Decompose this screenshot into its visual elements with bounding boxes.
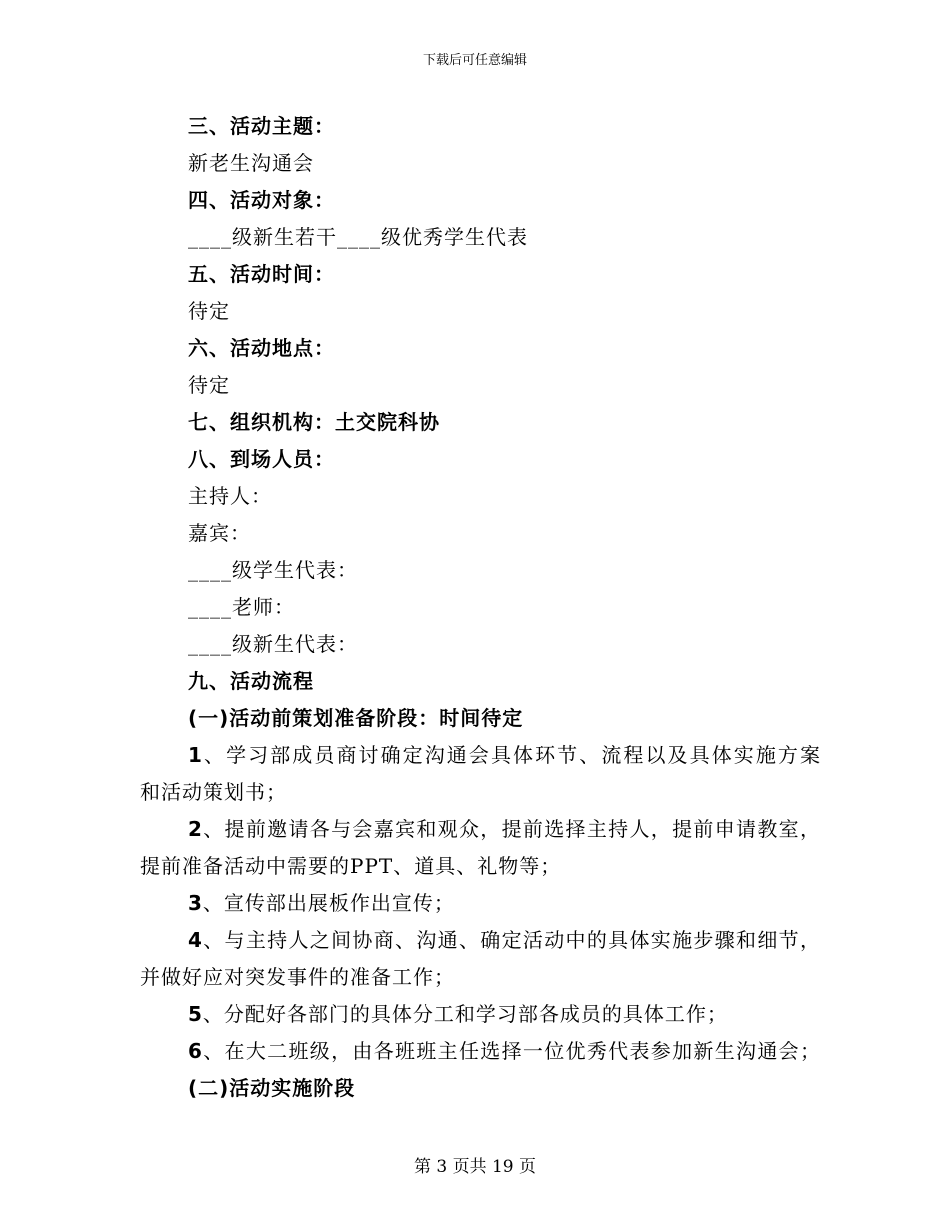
step-text: 、与主持人之间协商、沟通、确定活动中的具体实施步骤和细节， (201, 928, 820, 952)
step-number: 2 (188, 817, 202, 841)
organizer-heading: 七、组织机构：土交院科协 (188, 410, 440, 434)
staff-heading: 八、到场人员： (188, 447, 335, 471)
flow-heading: 九、活动流程 (188, 669, 314, 693)
prep-stage-heading: (一)活动前策划准备阶段：时间待定 (188, 706, 524, 730)
page-footer: 第 3 页共 19 页 (413, 1157, 537, 1177)
step-number: 4 (188, 928, 202, 952)
step-2-line-2: 提前准备活动中需要的PPT、道具、礼物等； (140, 854, 562, 878)
time-heading: 五、活动时间： (188, 262, 335, 286)
impl-stage-heading: (二)活动实施阶段 (188, 1076, 356, 1100)
step-number: 3 (188, 891, 203, 915)
staff-freshman-rep: ____级新生代表： (188, 632, 358, 656)
step-text: 、提前邀请各与会嘉宾和观众，提前选择主持人，提前申请教室， (201, 817, 820, 841)
step-3-line-1 (140, 885, 820, 922)
step-text: 、学习部成员商讨确定沟通会具体环节、流程以及具体实施方案 (201, 743, 820, 767)
step-number: 6 (188, 1039, 202, 1063)
step-6-line-1 (140, 1033, 820, 1070)
step-4-line-1 (140, 922, 820, 959)
page-header: 下载后可任意编辑 (422, 53, 527, 68)
step-text: 、在大二班级，由各班班主任选择一位优秀代表参加新生沟通会； (201, 1039, 820, 1063)
step-5-line-1 (140, 996, 820, 1033)
theme-heading: 三、活动主题： (188, 114, 335, 138)
place-heading: 六、活动地点： (188, 336, 335, 360)
target-value: ____级新生若干____级优秀学生代表 (188, 225, 528, 249)
staff-student-rep: ____级学生代表： (188, 558, 358, 582)
step-text: 、分配好各部门的具体分工和学习部各成员的具体工作； (202, 1002, 728, 1026)
document-body (140, 108, 820, 1107)
step-2-line-1 (140, 811, 820, 848)
theme-value: 新老生沟通会 (188, 151, 314, 175)
staff-teacher: ____老师： (188, 595, 295, 619)
step-4-line-2: 并做好应对突发事件的准备工作； (140, 965, 455, 989)
staff-host: 主持人： (188, 484, 272, 508)
step-text: 、宣传部出展板作出宣传； (202, 891, 455, 915)
step-number: 1 (188, 743, 202, 767)
step-1-line-1 (140, 737, 820, 774)
step-number: 5 (188, 1002, 203, 1026)
time-value: 待定 (188, 299, 230, 323)
target-heading: 四、活动对象： (188, 188, 335, 212)
step-1-line-2: 和活动策划书； (140, 780, 287, 804)
staff-guest: 嘉宾： (188, 521, 251, 545)
place-value: 待定 (188, 373, 230, 397)
